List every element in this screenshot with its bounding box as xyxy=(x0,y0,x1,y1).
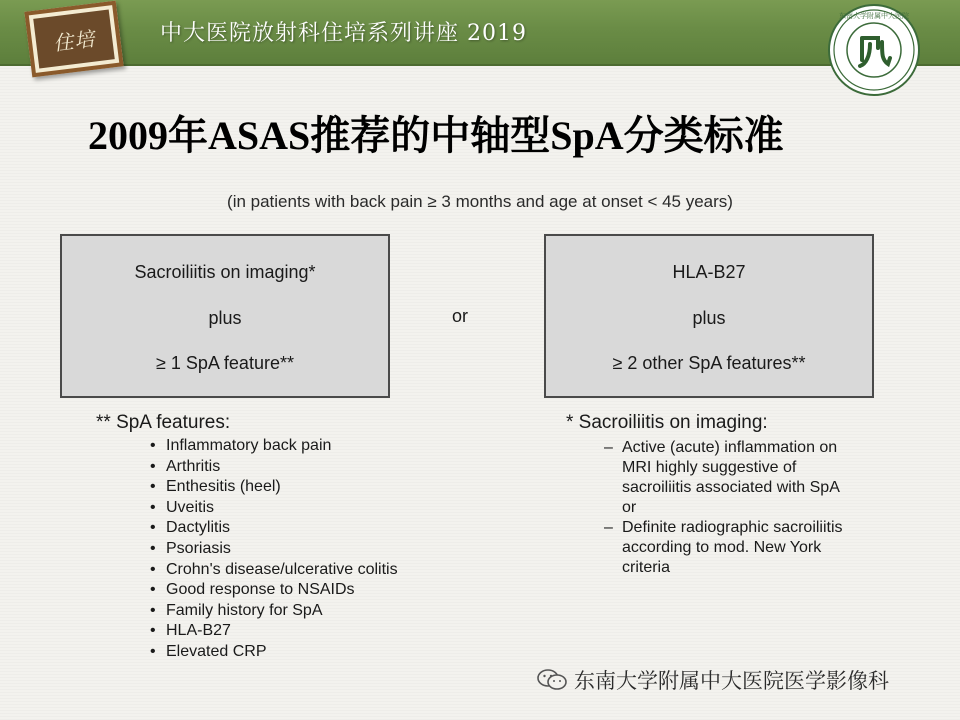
watermark-text: 东南大学附属中大医院医学影像科 xyxy=(574,669,889,693)
imaging-arm-line3: ≥ 1 SpA feature** xyxy=(156,353,294,373)
list-item: • Enthesitis (heel) xyxy=(150,477,398,498)
mri-criterion-line: Active (acute) inflammation on xyxy=(622,439,838,456)
clinical-arm-box xyxy=(544,234,874,398)
list-item: • Uveitis xyxy=(150,498,398,519)
dash-marker: – xyxy=(604,519,613,536)
imaging-arm-box xyxy=(60,234,390,398)
list-item: • Crohn's disease/ulcerative colitis xyxy=(150,560,398,581)
wechat-icon xyxy=(536,667,568,693)
mri-criterion xyxy=(604,438,843,498)
list-item: • HLA-B27 xyxy=(150,621,398,642)
list-item: • Dactylitis xyxy=(150,518,398,539)
radiographic-criterion-line: Definite radiographic sacroiliitis xyxy=(622,519,843,536)
list-item: • Inflammatory back pain xyxy=(150,436,398,457)
imaging-arm-line1: Sacroiliitis on imaging* xyxy=(134,262,316,282)
radiographic-criterion-line: criteria xyxy=(622,559,671,576)
hospital-logo xyxy=(826,4,922,100)
dash-marker: – xyxy=(604,439,613,456)
mri-criterion-line: MRI highly suggestive of xyxy=(622,459,797,476)
inclusion-note: (in patients with back pain ≥ 3 months and age at onset < 45 years) xyxy=(227,192,733,211)
mri-criterion-line: sacroiliitis associated with SpA xyxy=(622,479,840,496)
imaging-arm-line2: plus xyxy=(208,307,242,328)
spa-features-heading: ** SpA features: xyxy=(96,412,231,433)
logo-ring-text: 东南大学附属中大医院 xyxy=(839,12,909,20)
clinical-arm-line3: ≥ 2 other SpA features** xyxy=(612,353,806,373)
radiographic-criterion xyxy=(604,518,843,578)
list-item: • Arthritis xyxy=(150,457,398,478)
or-connector: or xyxy=(452,306,469,326)
list-item: • Good response to NSAIDs xyxy=(150,580,398,601)
spa-features-list xyxy=(150,436,398,663)
slide-title: 2009年ASAS推荐的中轴型SpA分类标准 xyxy=(88,113,784,158)
wechat-watermark xyxy=(536,666,889,694)
series-title: 中大医院放射科住培系列讲座 2019 xyxy=(160,21,527,46)
clinical-arm-line2: plus xyxy=(692,307,726,328)
list-item: • Psoriasis xyxy=(150,539,398,560)
residency-badge xyxy=(24,1,123,78)
sacroiliitis-definitions xyxy=(604,438,843,578)
clinical-arm-line1: HLA-B27 xyxy=(672,262,746,282)
list-item: • Family history for SpA xyxy=(150,601,398,622)
criterion-or: or xyxy=(622,499,637,516)
badge-label: 住培 xyxy=(33,10,115,69)
sacroiliitis-heading: * Sacroiliitis on imaging: xyxy=(566,412,768,433)
list-item: • Elevated CRP xyxy=(150,642,398,663)
header-band xyxy=(0,0,960,66)
radiographic-criterion-line: according to mod. New York xyxy=(622,539,822,556)
